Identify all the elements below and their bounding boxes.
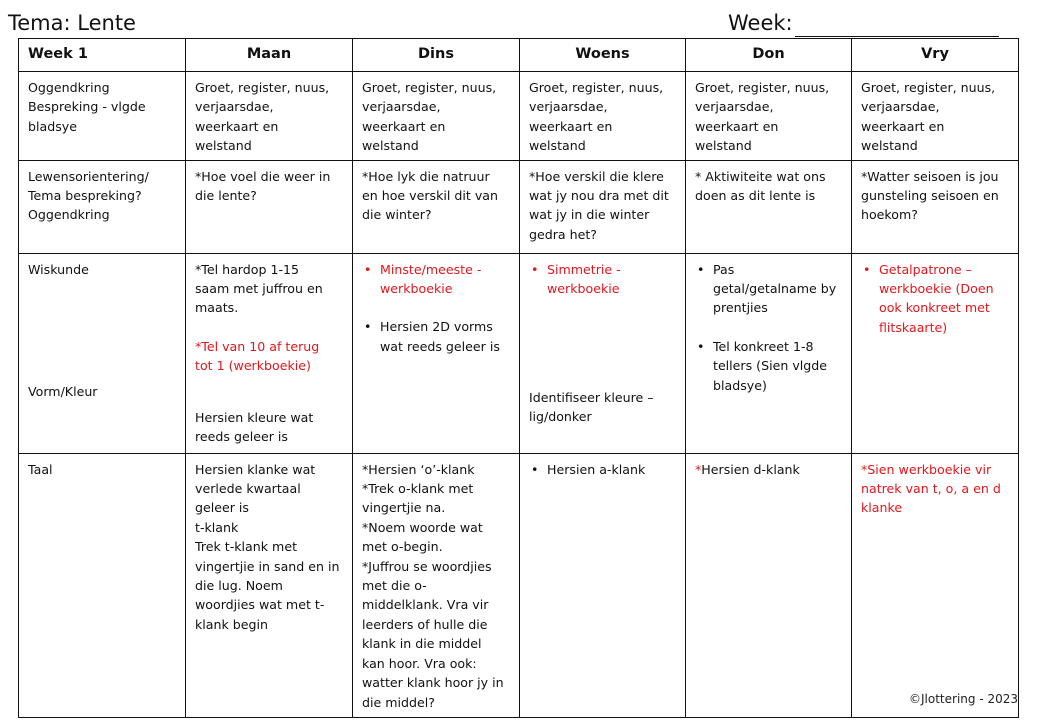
cell-lo-woens: *Hoe verskil die klere wat jy nou dra met dit wat jy in die winter gedra het? bbox=[520, 160, 686, 253]
maan-tel-terug: *Tel van 10 af terug tot 1 (werkboekie) bbox=[195, 338, 320, 374]
theme-title: Tema: Lente bbox=[8, 11, 136, 35]
cell-lo-vry: *Watter seisoen is jou gunsteling seisoen en hoekom? bbox=[852, 160, 1019, 253]
col-header-don: Don bbox=[686, 39, 852, 72]
woens-identifiseer-kleure: Identifiseer kleure – lig/donker bbox=[529, 389, 654, 425]
cell-lo-maan: *Hoe voel die weer in die lente? bbox=[186, 160, 353, 253]
wiskunde-label: Wiskunde bbox=[28, 261, 89, 277]
cell-oggendkring-vry: Groet, register, nuus, verjaarsdae, weerkaart en welstand bbox=[852, 72, 1019, 161]
lesson-plan-table bbox=[18, 38, 1019, 718]
cell-lo-don: * Aktiwiteite wat ons doen as dit lente is bbox=[686, 160, 852, 253]
cell-taal-dins: *Hersien ‘o’-klank *Trek o-klank met vingertjie na. *Noem woorde wat met o-begin. *Juffrou se woordjies met die o- middelklank. Vra vir leerders of hulle die klank in die middel kan hoor. Vra ook: watter klank hoor jy in die middel? bbox=[353, 453, 520, 717]
cell-taal-vry: *Sien werkboekie vir natrek van t, o, a en d klanke bbox=[852, 453, 1019, 717]
cell-lo-dins: *Hoe lyk die natruur en hoe verskil dit van die winter? bbox=[353, 160, 520, 253]
row-label-oggendkring: Oggendkring Bespreking - vlgde bladsye bbox=[19, 72, 186, 161]
row-wiskunde bbox=[19, 253, 1019, 453]
row-label-wiskunde bbox=[19, 253, 186, 453]
week-blank-line bbox=[795, 16, 999, 37]
cell-wiskunde-dins bbox=[353, 253, 520, 453]
copyright-notice: ©Jlottering - 2023 bbox=[909, 692, 1018, 706]
cell-wiskunde-vry bbox=[852, 253, 1019, 453]
cell-oggendkring-dins: Groet, register, nuus, verjaarsdae, weerkaart en welstand bbox=[353, 72, 520, 161]
don-taal-star: * bbox=[695, 461, 702, 477]
col-header-woens: Woens bbox=[520, 39, 686, 72]
row-taal bbox=[19, 453, 1019, 717]
cell-wiskunde-woens bbox=[520, 253, 686, 453]
col-header-vry: Vry bbox=[852, 39, 1019, 72]
col-header-week: Week 1 bbox=[19, 39, 186, 72]
col-header-maan: Maan bbox=[186, 39, 353, 72]
cell-wiskunde-maan bbox=[186, 253, 353, 453]
row-label-taal: Taal bbox=[19, 453, 186, 717]
woens-hersien-a-klank: • Hersien a-klank bbox=[529, 460, 678, 479]
dins-minste-meeste: • Minste/meeste - werkboekie bbox=[362, 260, 512, 299]
row-lewensorientering bbox=[19, 160, 1019, 253]
maan-tel-hardop: *Tel hardop 1-15 saam met juffrou en maats. bbox=[195, 261, 323, 316]
row-label-lewensorientering: Lewensorientering/ Tema bespreking? Oggendkring bbox=[19, 160, 186, 253]
don-hersien-d-klank: Hersien d-klank bbox=[701, 461, 800, 477]
cell-oggendkring-maan: Groet, register, nuus, verjaarsdae, weerkaart en welstand bbox=[186, 72, 353, 161]
week-label: Week: bbox=[728, 11, 793, 35]
don-pas-getal: • Pas getal/getalname by prentjies bbox=[695, 260, 844, 318]
dins-hersien-2d-vorms: • Hersien 2D vorms wat reeds geleer is bbox=[362, 317, 512, 356]
cell-taal-woens bbox=[520, 453, 686, 717]
cell-oggendkring-don: Groet, register, nuus, verjaarsdae, weerkaart en welstand bbox=[686, 72, 852, 161]
col-header-dins: Dins bbox=[353, 39, 520, 72]
cell-wiskunde-don bbox=[686, 253, 852, 453]
row-oggendkring bbox=[19, 72, 1019, 161]
cell-taal-maan: Hersien klanke wat verlede kwartaal geleer is t-klank Trek t-klank met vingertjie in sand en in die lug. Noem woordjies wat met t- klank begin bbox=[186, 453, 353, 717]
maan-hersien-kleure: Hersien kleure wat reeds geleer is bbox=[195, 409, 314, 445]
week-field bbox=[728, 9, 999, 37]
vorm-kleur-label: Vorm/Kleur bbox=[28, 383, 98, 399]
cell-oggendkring-woens: Groet, register, nuus, verjaarsdae, weerkaart en welstand bbox=[520, 72, 686, 161]
cell-taal-don bbox=[686, 453, 852, 717]
vry-getalpatrone: • Getalpatrone – werkboekie (Doen ook konkreet met flitskaarte) bbox=[861, 260, 1011, 338]
woens-simmetrie: • Simmetrie - werkboekie bbox=[529, 260, 678, 299]
don-tel-konkreet: • Tel konkreet 1-8 tellers (Sien vlgde bladsye) bbox=[695, 337, 844, 395]
header-row bbox=[19, 39, 1019, 72]
